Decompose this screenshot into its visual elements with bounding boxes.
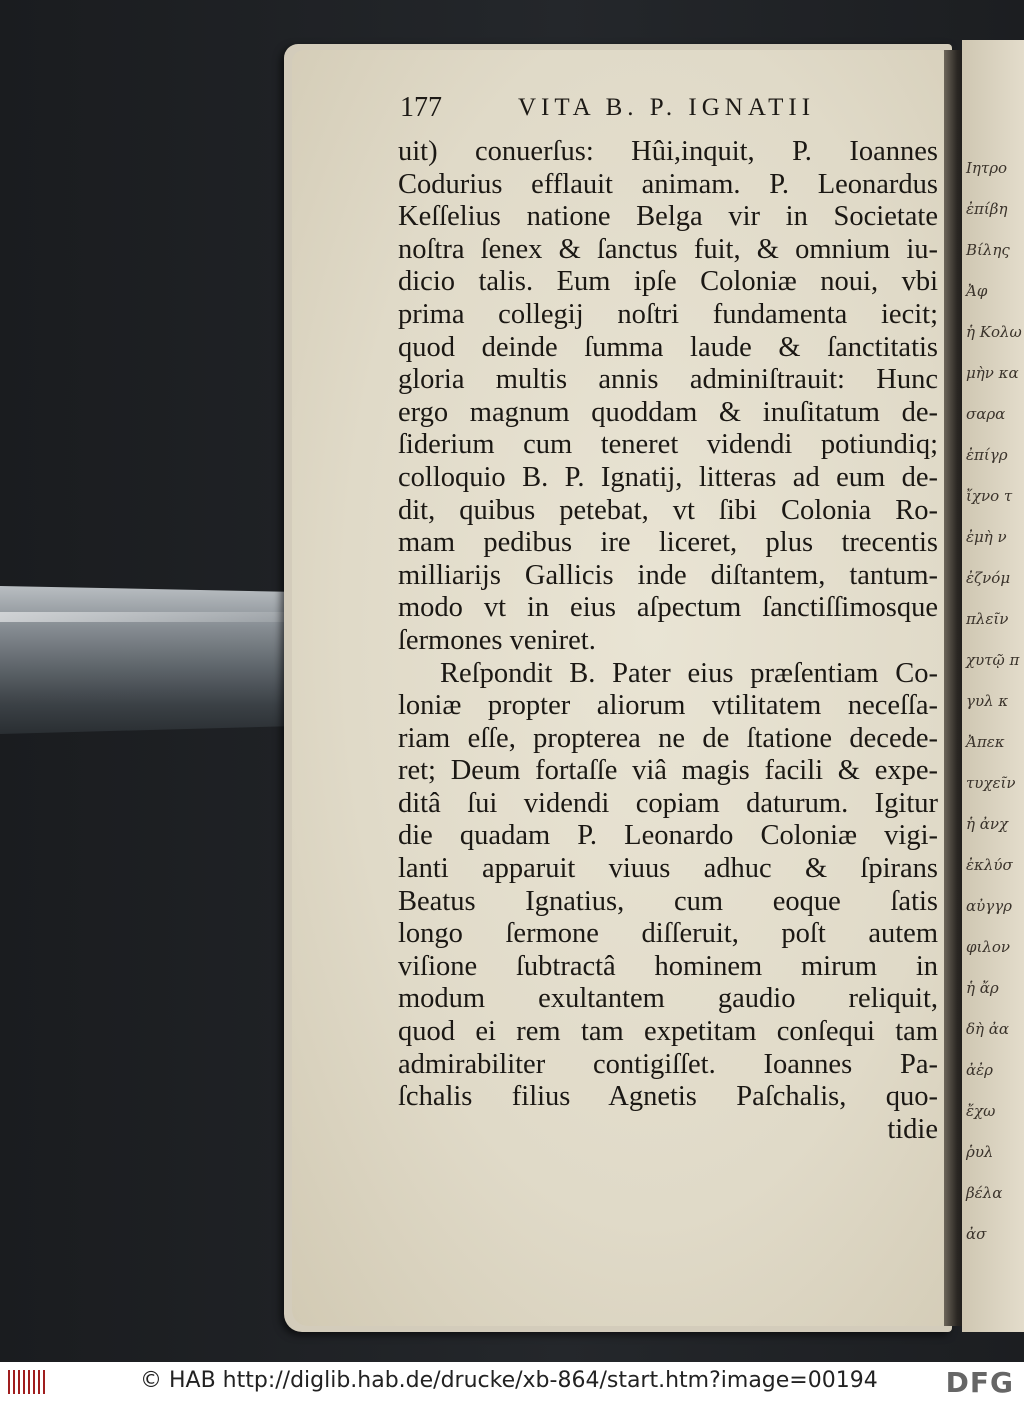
facing-page-line: ἀἐρ [966,1061,993,1079]
facing-page-line: ἐζνόμ [966,569,1011,587]
facing-page-line: ῥυλ [966,1143,994,1161]
facing-page-line: φιλον [966,938,1011,956]
facing-page-line: Βίλης [966,241,1010,259]
facing-page-line: γυλ κ [966,692,1009,710]
facing-page-line: ἡ Κολω [966,323,1022,341]
facing-page-line: Ιητρο [966,159,1008,177]
facing-page [962,40,1024,1332]
text-body [398,136,938,1146]
text-line: quod ei rem tam expetitam conſequi tam [398,1016,938,1048]
text-line: die quadam P. Leonardo Coloniæ vigi- [398,820,938,852]
text-line: milliarijs Gallicis inde diſtantem, tantum- [398,559,938,591]
text-line: riam eſſe, propterea ne de ſtatione decede- [398,722,938,754]
facing-page-line: ἡ ἄρ [966,979,999,997]
text-line: lanti apparuit viuus adhuc & ſpirans [398,853,938,885]
glass-clip-highlight [0,612,300,622]
dfg-logo: DFG [945,1366,1014,1399]
facing-page-line: τυχεῖν [966,774,1016,792]
text-line: Codurius efflauit animam. P. Leonardus [398,168,938,200]
facing-page-line: μὴν κα [966,364,1019,382]
facing-page-line: ἴχνο τ [966,487,1013,505]
text-line: viſione ſubtractâ hominem mirum in [398,950,938,982]
text-line: mam pedibus ire liceret, plus trecentis [398,527,938,559]
facing-page-line: ἐκλύσ [966,856,1013,874]
facing-page-line: ἐπίβη [966,200,1008,218]
catchword: tidie [887,1113,938,1145]
page-header [400,92,850,128]
facing-page-line: χυτῷ π [966,651,1020,669]
text-line: Beatus Ignatius, cum eoque ſatis [398,885,938,917]
text-line: ergo magnum quoddam & inuſitatum de- [398,396,938,428]
glass-clip [0,586,318,734]
facing-page-line: αὐγγρ [966,897,1012,915]
text-line: colloquio B. P. Ignatij, litteras ad eum de- [398,461,938,493]
hab-logo [8,1370,48,1394]
text-line: ſiderium cum teneret videndi potiundiq; [398,429,938,461]
text-line: gloria multis annis adminiſtrauit: Hunc [398,364,938,396]
facing-page-line: ἔχω [966,1102,996,1120]
facing-page-text [962,148,1022,1255]
text-line: modo vt in eius aſpectum ſanctiſſimosque [398,592,938,624]
facing-page-line: ἐμὴ ν [966,528,1007,546]
text-line: uit) conuerſus: Hûi,inquit, P. Ioannes [398,136,938,167]
source-url[interactable]: © HAB http://diglib.hab.de/drucke/xb-864/start.htm?image=00194 [140,1368,878,1393]
text-line: modum exultantem gaudio reliquit, [398,983,938,1015]
facing-page-line: ἐπίγρ [966,446,1008,464]
text-line: dit, quibus petebat, vt ſibi Colonia Ro- [398,494,938,526]
facing-page-line: δὴ ἀα [966,1020,1010,1038]
text-line: dicio talis. Eum ipſe Coloniæ noui, vbi [398,266,938,298]
facing-page-line: ἡ ἀνχ [966,815,1009,833]
text-line: prima collegij noſtri fundamenta iecit; [398,298,938,330]
text-line: ret; Deum fortaſſe viâ magis facili & expe- [398,755,938,787]
footer-bar [0,1362,1024,1402]
text-line: Keſſelius natione Belga vir in Societate [398,201,938,233]
facing-page-line: βέλα [966,1184,1003,1202]
page-number: 177 [400,92,442,123]
text-line: noſtra ſenex & ſanctus fuit, & omnium iu- [398,233,938,265]
text-line: admirabiliter contigiſſet. Ioannes Pa- [398,1048,938,1080]
text-line: quod deinde ſumma laude & ſanctitatis [398,331,938,363]
running-head: VITA B. P. IGNATII [518,94,816,121]
text-line: ſchalis filius Agnetis Paſchalis, quo- [398,1081,938,1113]
facing-page-line: Ἀφ [966,282,988,300]
text-line: ſermones veniret. [398,624,596,656]
facing-page-line: Ἀπεκ [966,733,1005,751]
text-line: ditâ ſui videndi copiam daturum. Igitur [398,787,938,819]
text-line: longo ſermone diſſeruit, poſt autem [398,918,938,950]
facing-page-line: πλεῖν [966,610,1009,628]
facing-page-line: ἀσ [966,1225,987,1243]
text-line: loniæ propter aliorum vtilitatem neceſſa- [398,690,938,722]
facing-page-line: σαρα [966,405,1006,423]
text-line: Reſpondit B. Pater eius præſentiam Co- [440,657,938,689]
